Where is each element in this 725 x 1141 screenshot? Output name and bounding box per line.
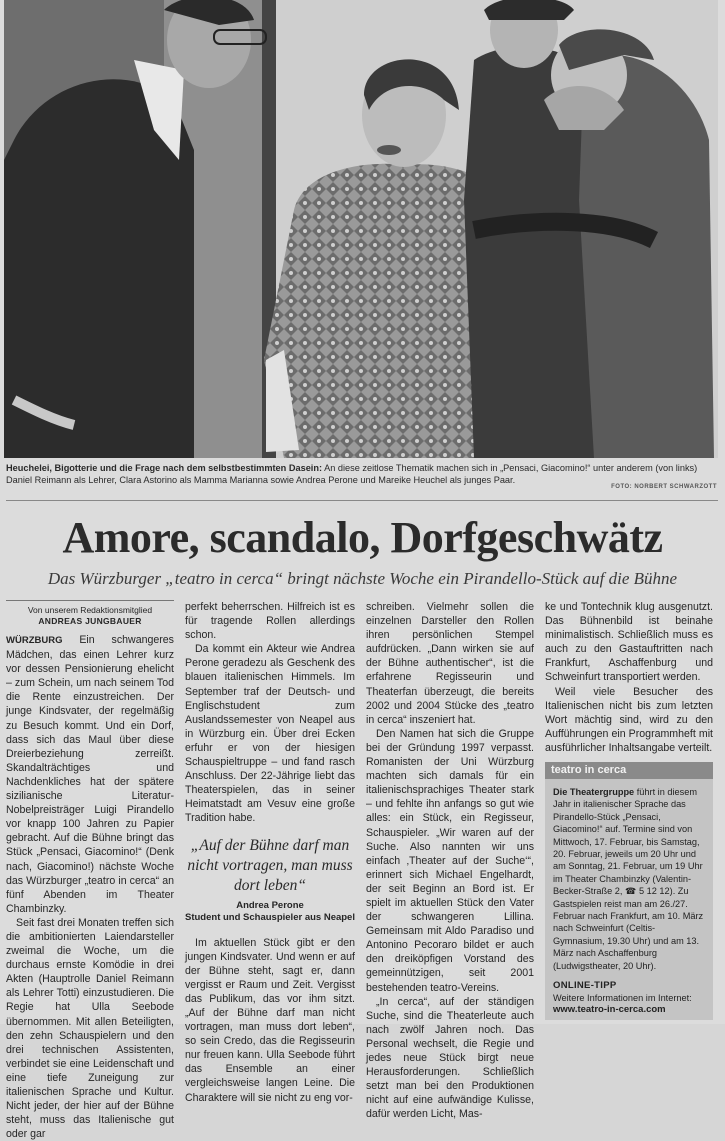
paragraph: schreiben. Vielmehr sollen die einzelnen Darsteller den Rollen ihren persönlichen Stempel aufdrücken. „Dann wirken sie auf der Bühne authentischer“, ist die erfahrene Regisseurin und Theaterfan überzeugt, die bereits 2002 und 2004 Stücke des „teatro in cerca“ inszeniert hat. — [366, 601, 534, 726]
paragraph: Seit fast drei Monaten treffen sich die ambitionierten Laiendarsteller zweimal die Woche, um die durchaus ernste Komödie in drei Akten (Hauptrolle Daniel Reimann als Lehrer Totti) einzustudieren. Die Regie hat Ulla Seebode übernommen. Mit allen Beteiligten, den zehn Schauspielern und den drei technischen Assistenten, verbindet sie eine Leidenschaft und eine tiefe Zuneigung zur italienischen Sprache und Kultur. Nicht jeder, der hier auf der Bühne steht, muss das Italienische gut oder gar — [6, 916, 174, 1141]
subheadline: Das Würzburger „teatro in cerca“ bringt nächste Woche ein Pirandello-Stück auf die Bühne — [47, 569, 678, 588]
article-column-3 — [366, 600, 534, 1121]
paragraph: „In cerca“, auf der ständigen Suche, sind die Theaterleute auch nach zwölf Jahren noch. Das Personal wechselt, die Regie und jedes neue Stück birgt neue Herausforderungen. Schließlich setzt man bei den Produktionen nicht auf eine aufwändige Kulisse, dafür werden Licht, Mas- — [366, 995, 534, 1121]
quote-text: „Auf der Bühne darf man nicht vortragen, man muss dort leben“ — [187, 836, 353, 894]
article-column-4 — [545, 600, 713, 755]
quote-author: Andrea Perone — [236, 899, 304, 911]
photo-credit: FOTO: NORBERT SCHWARZOTT — [611, 484, 717, 490]
paragraph: Ein schwangeres Mädchen, das einen Lehrer kurz vor dessen Pensionierung ehelicht – zum Schein, um nach seinem Tod die Rente einzustreichen. Der junge Kindsvater, der regelmäßig zu Besuch kommt. Und ein Dorf, dass sich das Maul über diese Dreierbeziehung zerreißt. Skandalträchtiges und Nachdenkliches hat der spätere sizilianische Literatur-Nobelpreisträger Luigi Pirandello vor knapp 100 Jahren zu Papier gebracht. Auf die Bühne bringt das Stück „Pensaci, Giacomino!“ (Denk nach, Giacomino!) nächste Woche das Würzburger „teatro in cerca“ an fünf Abenden im Theater Chambinzky. — [6, 634, 174, 915]
paragraph: ke und Tontechnik klug ausgenutzt. Das Bühnenbild ist beinahe minimalistisch. Schließlich muss es auch zu den Gastauftritten nach Frankfurt, Aschaffenburg und Schweinfurt transportiert werden. — [545, 601, 713, 684]
divider — [6, 500, 718, 501]
online-tip-text: Weitere Informationen im Internet: — [553, 993, 692, 1004]
photo-illustration — [4, 0, 718, 458]
paragraph: Da kommt ein Akteur wie Andrea Perone geradezu als Geschenk des blauen italienischen Himmels. Im September traf der Deutsch- und Englischstudent zum Auslandssemester von Neapel aus in Würzburg ein. Über drei Ecken erfuhr er von der hiesigen Schauspieltruppe – und fand rasch Anschluss. Der 22-Jährige liebt das Theaterspielen, das in seiner Heimatstadt am Vesuv eine große Tradition habe. — [185, 643, 355, 825]
byline-author: ANDREAS JUNGBAUER — [38, 616, 142, 626]
photo-caption — [6, 462, 718, 486]
article-column-2 — [185, 600, 355, 1105]
theater-photo — [4, 0, 718, 458]
info-box-body — [545, 779, 713, 1016]
quote-role: Student und Schauspieler aus Neapel — [185, 911, 355, 923]
article-column-1 — [6, 600, 174, 1141]
pull-quote — [185, 836, 355, 924]
online-tip-title: ONLINE-TIPP — [553, 980, 617, 992]
paragraph: Im aktuellen Stück gibt er den jungen Kindsvater. Und wenn er auf der Bühne steht, sagt er, dann vergisst er Raum und Zeit. Vergisst das Publikum, das vor ihm sitzt. „Auf der Bühne darf man nicht vortragen, man muss dort leben“, so sein Credo, das die Regisseurin nur freuen kann. Ulla Seebode führt das Ensemble an einer vergleichsweise langen Leine. Die Charaktere will sie nicht zu eng vor- — [185, 936, 355, 1104]
byline-prefix: Von unserem Redaktionsmitglied — [27, 605, 153, 615]
paragraph: perfekt beherrschen. Hilfreich ist es für tragende Rollen allerdings schon. — [185, 601, 355, 642]
info-box-lead: Die Theatergruppe — [553, 787, 635, 797]
paragraph: Den Namen hat sich die Gruppe bei der Gründung 1997 verpasst. Romanisten der Uni Würzburg machten sich damals für ein italienischsprachiges Theater stark – und fehlte ihn anfangs so gut wie alles: ein Stück, ein Regisseur, Schauspieler. „Wir waren auf der Suche. Also nannten wir uns einfach ‚Theater auf der Suche‘“, erinnert sich Michael Engelhardt, der seit Beginn an Bord ist. Er spielt im aktuellen Stück den Vater der schwangeren Lillina. Gemeinsam mit Aldo Paradiso und Antonino Pecoraro bildet er auch den dreiköpfigen Vorstand des gemeinnützigen, seit 2001 bestehenden teatro-Vereins. — [366, 727, 534, 994]
caption-lead: Heuchelei, Bigotterie und die Frage nach dem selbstbestimmten Dasein: — [6, 463, 323, 473]
dateline: WÜRZBURG — [6, 635, 63, 646]
paragraph: Weil viele Besucher des Italienischen nicht bis zum letzten Wort mächtig sind, wird zu den Aufführungen ein Programmheft mit ausführlicher Inhaltsangabe verteilt. — [545, 685, 713, 754]
headline: Amore, scandalo, Dorfgeschwätz — [62, 513, 663, 562]
info-box — [545, 762, 713, 1020]
info-box-text: führt in diesem Jahr in italienischer Sprache das Pirandello-Stück „Pensaci, Giacomino!“ auf. Termine sind von Mittwoch, 17. Februar, bis Samstag, 20. Februar, jeweils um 20 Uhr und am Sonntag, 21. Februar, um 19 Uhr im Theater Chambinzky (Valentin-Becker-Straße 2, ☎ 5 12 12). Zu Gastspielen reist man am 26./27. Februar nach Frankfurt, am 10. März nach Schweinfurt (Celtis-Gymnasium, 19.30 Uhr) und am 13. März nach Aschaffenburg (Ludwigstheater, 20 Uhr). — [553, 787, 704, 971]
online-tip-link[interactable]: www.teatro-in-cerca.com — [553, 1004, 666, 1016]
caption-text: An diese zeitlose Thematik machen sich in „Pensaci, Giacomino!“ unter anderem (von links) Daniel Reimann als Lehrer, Clara Astorino als Mamma Marianna sowie Andrea Perone und Mareike Heuchel als junges Paar. — [6, 463, 698, 485]
info-box-title: teatro in cerca — [545, 762, 713, 779]
byline — [6, 600, 174, 627]
